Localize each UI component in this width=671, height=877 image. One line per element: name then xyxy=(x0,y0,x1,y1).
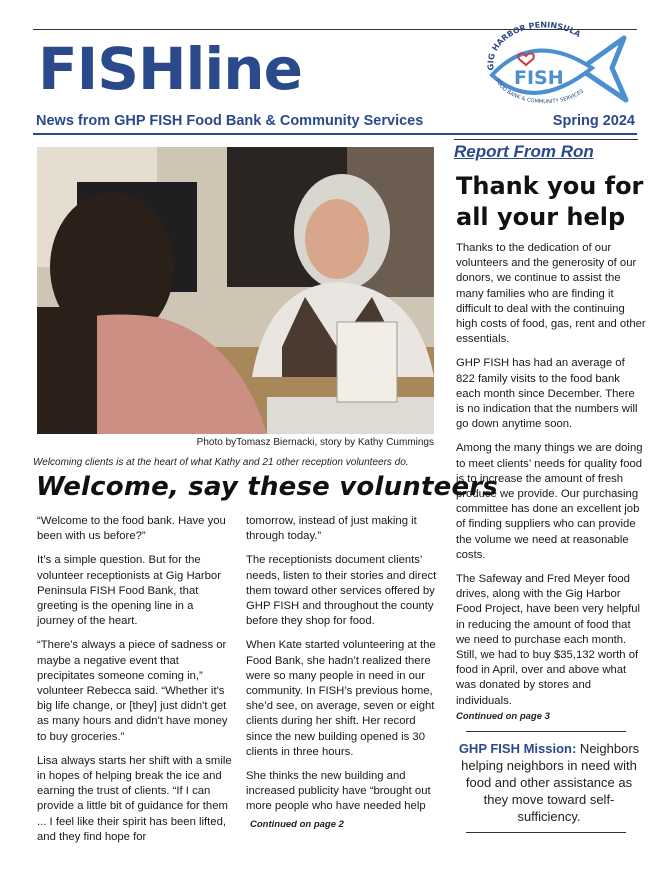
fish-logo xyxy=(474,18,634,108)
logo-top-text: GIG HARBOR PENINSULA xyxy=(486,20,583,71)
mission-statement xyxy=(454,740,644,825)
paragraph: GHP FISH has had an average of 822 family visits to the food bank each month since December. There is no indication that the numbers will go down anytime soon. xyxy=(456,357,638,431)
paragraph: The Safeway and Fred Meyer food drives, along with the Gig Harbor Food Project, have been very helpful in reducing the amount of food that we need to purchase each month. Still, we had to buy $35,132 worth of food in April, over and above what was donated by stores and individuals. xyxy=(456,573,640,707)
paragraph: “Welcome to the food bank. Have you been with us before?” xyxy=(37,515,226,543)
svg-text:GIG HARBOR PENINSULA xyxy=(486,20,583,70)
paragraph: It’s a simple question. But for the volunteer receptionists at Gig Harbor Peninsula FISH Food Bank, that greeting is the opening line in a journey of the heart. xyxy=(37,554,221,628)
mission-label: GHP FISH Mission: xyxy=(458,741,577,756)
feature-column-2 xyxy=(246,514,438,824)
paragraph: Among the many things we are doing to meet clients’ needs for quality food is to increase the amount of fresh produce we provide. Our purchasing committee has done an excellent job of finding suppliers who can provide the volume we need at reasonable costs. xyxy=(456,442,643,561)
photo-caption: Welcoming clients is at the heart of what Kathy and 21 other reception volunteers do. xyxy=(33,457,409,468)
mission-text: Neighbors helping neighbors in need with food and other assistance as they move toward self-sufficiency. xyxy=(461,741,640,824)
logo-bottom-text: FOOD BANK & COMMUNITY SERVICES xyxy=(494,78,585,106)
sidebar-title: Thank you for all your help xyxy=(456,172,644,231)
continued-page-2: Continued on page 2 xyxy=(250,819,344,830)
paragraph: She thinks the new building and increased publicity have “brought out more people who have needed help xyxy=(246,770,431,813)
continued-page-3: Continued on page 3 xyxy=(456,711,550,722)
paragraph: “There's always a piece of sadness or maybe a negative event that precipitates someone coming in,” volunteer Rebecca said. “Whether it's big life change, or [they] just didn't get as many hours and didn't have money to buy groceries.” xyxy=(37,639,228,743)
volunteer-photo xyxy=(37,147,434,434)
issue-date: Spring 2024 xyxy=(552,113,635,129)
mission-top-rule xyxy=(466,731,626,732)
photo-credit: Photo byTomasz Biernacki, story by Kathy Cummings xyxy=(196,437,434,448)
sidebar-top-rule xyxy=(454,139,638,140)
mission-bottom-rule xyxy=(466,832,626,833)
masthead-title: FISHline xyxy=(38,35,302,103)
logo-word: FISH xyxy=(514,67,564,89)
sidebar-kicker: Report From Ron xyxy=(454,142,594,161)
tagline: News from GHP FISH Food Bank & Community Services xyxy=(36,113,424,129)
paragraph: Thanks to the dedication of our volunteers and the generosity of our donors, we continue to assist the many families who are finding it difficult to deal with the continuing high costs of food, gas, rent and other essentials. xyxy=(456,242,646,346)
feature-headline: Welcome, say these volunteers xyxy=(36,472,498,502)
paragraph: When Kate started volunteering at the Food Bank, she hadn’t realized there were so many people in need in our community. In FISH’s previous home, she’d see, on average, seven or eight clients during her shift. Her record since the new building opened is 30 clients in three hours. xyxy=(246,639,436,758)
masthead-rule xyxy=(33,133,637,135)
paragraph: Lisa always starts her shift with a smile in hopes of helping break the ice and earning the trust of clients. “If I can provide a little bit of guidance for them ... I feel like their spirit has been lifted, and they find hope for xyxy=(37,754,232,843)
feature-column-1 xyxy=(37,514,233,854)
paragraph: The receptionists document clients’ needs, listen to their stories and direct them toward other services offered by GHP FISH and throughout the county before they shop for food. xyxy=(246,554,437,628)
paragraph: tomorrow, instead of just making it through today.” xyxy=(246,515,417,543)
sidebar-column xyxy=(456,241,646,718)
